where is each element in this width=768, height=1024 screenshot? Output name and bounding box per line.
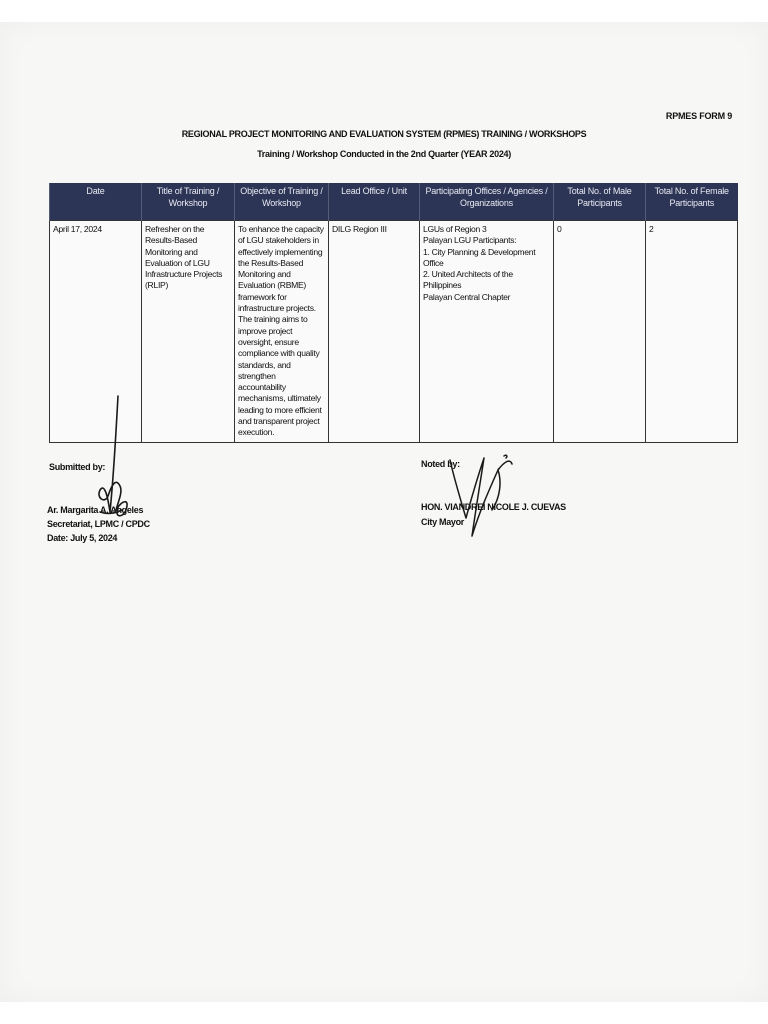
participant-line: 1. City Planning & Development Office: [423, 246, 536, 268]
submitted-by-block: [49, 462, 105, 472]
participant-line: LGUs of Region 3: [423, 224, 487, 234]
form-number: RPMES FORM 9: [665, 111, 732, 121]
cell-participating-offices: [420, 221, 554, 443]
noted-by-block: [421, 459, 460, 469]
noter-position: City Mayor: [421, 517, 465, 527]
header-participating-offices: Participating Offices / Agencies / Organizations: [420, 183, 554, 221]
cell-female-count: 2: [646, 221, 738, 443]
submitter-date: Date: July 5, 2024: [47, 533, 118, 543]
header-lead-office: Lead Office / Unit: [329, 183, 420, 221]
header-date: Date: [50, 183, 142, 221]
table-header-row: [50, 183, 738, 221]
report-subtitle: Training / Workshop Conducted in the 2nd Quarter (YEAR 2024): [257, 149, 511, 159]
cell-title: Refresher on the Results-Based Monitoring and Evaluation of LGU Infrastructure Projects (RLIP): [142, 221, 235, 443]
submitted-by-label: Submitted by:: [49, 462, 106, 472]
header-objective: Objective of Training / Workshop: [235, 183, 329, 221]
participant-line: 2. United Architects of the Philippines: [423, 269, 513, 291]
participant-line: Palayan LGU Participants:: [423, 235, 517, 246]
submitter-position: Secretariat, LPMC / CPDC: [47, 519, 150, 529]
table-row: [50, 221, 738, 443]
cell-lead-office: DILG Region III: [329, 221, 420, 443]
header-title: Title of Training / Workshop: [142, 183, 235, 221]
cell-male-count: 0: [554, 221, 646, 443]
submitted-by-details: [47, 503, 150, 545]
cell-objective: To enhance the capacity of LGU stakeholders in effectively implementing the Results-Based Monitoring and Evaluation (RBME) framework for infrastructure projects. The training aims to improve project oversight, ensure compliance with quality standards, and strengthen accountability mechanisms, ultimately leading to more efficient and transparent project execution.: [235, 221, 329, 443]
submitter-name: Ar. Margarita A. Angeles: [47, 505, 144, 515]
noted-by-details: [421, 500, 566, 530]
training-table: [49, 183, 738, 443]
header-male-participants: Total No. of Male Participants: [554, 183, 646, 221]
noted-by-label: Noted by:: [421, 459, 460, 469]
noter-name: HON. VIANDREI NICOLE J. CUEVAS: [421, 502, 566, 512]
participant-line: Palayan Central Chapter: [423, 291, 511, 302]
cell-date: April 17, 2024: [50, 221, 142, 443]
header-female-participants: Total No. of Female Participants: [646, 183, 738, 221]
report-title: REGIONAL PROJECT MONITORING AND EVALUATION SYSTEM (RPMES) TRAINING / WORKSHOPS: [181, 129, 587, 139]
